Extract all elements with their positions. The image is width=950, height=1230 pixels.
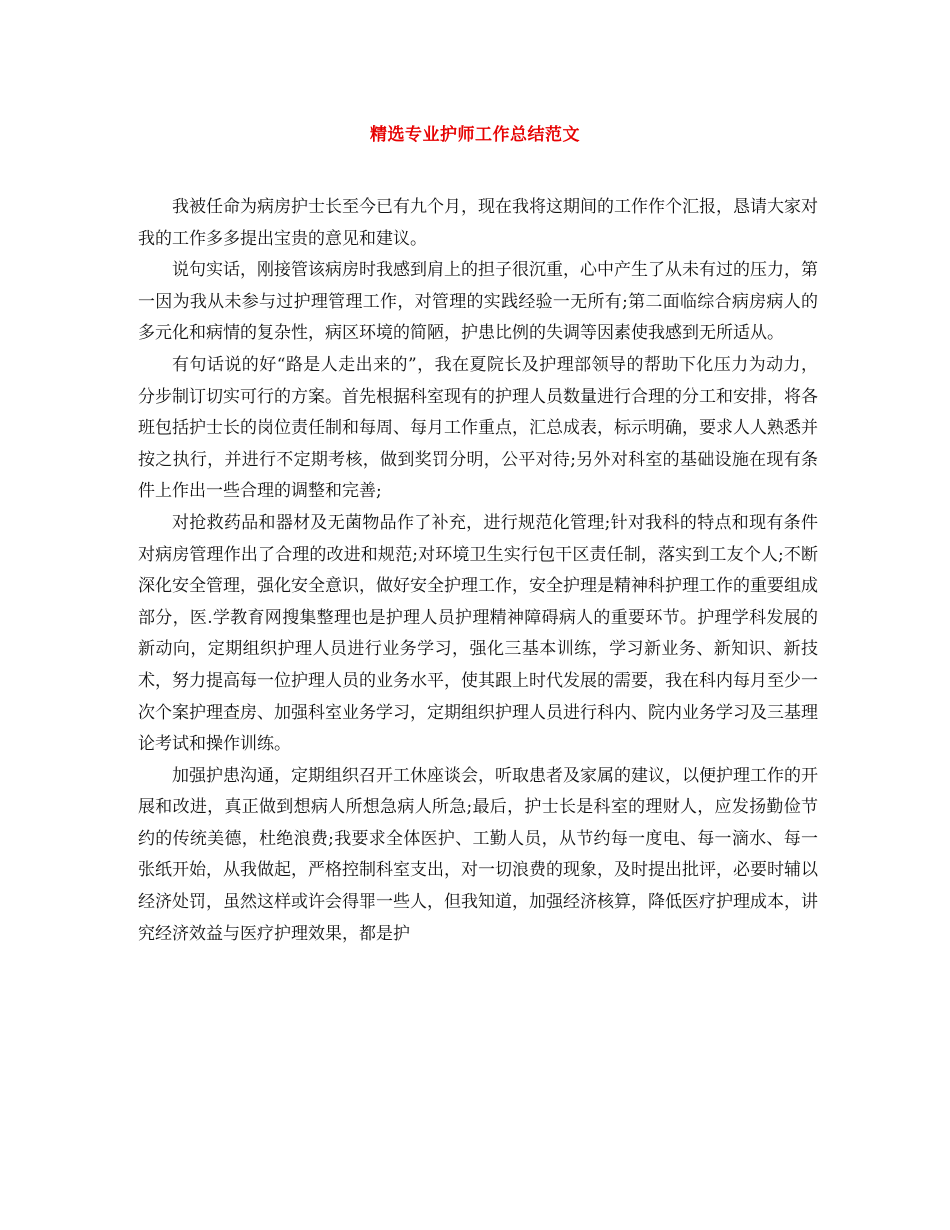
- paragraph-5: 加强护患沟通，定期组织召开工休座谈会，听取患者及家属的建议，以便护理工作的开展和改进，真正做到想病人所想急病人所急;最后，护士长是科室的理财人，应发扬勤俭节约的传统美德，杜绝浪费;我要求全体医护、工勤人员，从节约每一度电、每一滴水、每一张纸开始，从我做起，严格控制科室支出，对一切浪费的现象，及时提出批评，必要时辅以经济处罚，虽然这样或许会得罪一些人，但我知道，加强经济核算，降低医疗护理成本，讲究经济效益与医疗护理效果，都是护: [138, 765, 818, 944]
- paragraph-3: 有句话说的好“路是人走出来的”，我在夏院长及护理部领导的帮助下化压力为动力，分步制订切实可行的方案。首先根据科室现有的护理人员数量进行合理的分工和安排，将各班包括护士长的岗位责任制和每周、每月工作重点，汇总成表，标示明确，要求人人熟悉并按之执行，并进行不定期考核，做到奖罚分明，公平对待;另外对科室的基础设施在现有条件上作出一些合理的调整和完善;: [138, 354, 818, 502]
- document-body: [138, 192, 818, 950]
- paragraph-1: 我被任命为病房护士长至今已有九个月，现在我将这期间的工作作个汇报，恳请大家对我的工作多多提出宝贵的意见和建议。: [138, 197, 818, 249]
- paragraph-4: 对抢救药品和器材及无菌物品作了补充，进行规范化管理;针对我科的特点和现有条件对病房管理作出了合理的改进和规范;对环境卫生实行包干区责任制，落实到工友个人;不断深化安全管理，强化安全意识，做好安全护理工作，安全护理是精神科护理工作的重要组成部分，医.学教育网搜集整理也是护理人员护理精神障碍病人的重要环节。护理学科发展的新动向，定期组织护理人员进行业务学习，强化三基本训练，学习新业务、新知识、新技术，努力提高每一位护理人员的业务水平，使其跟上时代发展的需要，我在科内每月至少一次个案护理查房、加强科室业务学习，定期组织护理人员进行科内、院内业务学习及三基理论考试和操作训练。: [138, 512, 818, 755]
- document-title: 精选专业护师工作总结范文: [370, 125, 580, 145]
- paragraph-2: 说句实话，刚接管该病房时我感到肩上的担子很沉重，心中产生了从未有过的压力，第一因为我从未参与过护理管理工作，对管理的实践经验一无所有;第二面临综合病房病人的多元化和病情的复杂性，病区环境的简陋，护患比例的失调等因素使我感到无所适从。: [138, 260, 818, 344]
